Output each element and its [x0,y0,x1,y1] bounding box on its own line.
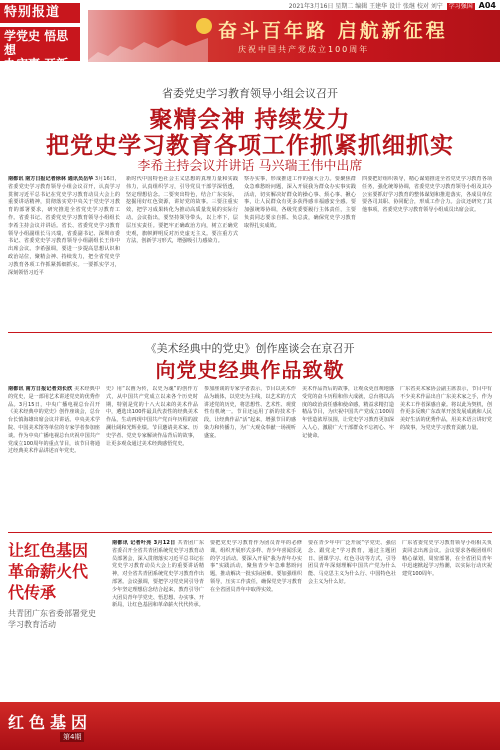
article3-byline: 南都讯 记者叶亮 3月12日 [112,540,176,546]
article1-headline-2[interactable]: 把党史学习教育各项工作抓紧抓细抓实 [46,133,454,159]
article1-kicker: 省委党史学习教育领导小组会议召开 [162,87,338,100]
banner-slogan: 奋斗百年路 启航新征程 [218,20,448,42]
article2-headline[interactable]: 向党史经典作品致敬 [155,358,345,382]
article2-col1-text: 美术经典中的党史，是一部用艺术讲述党史的优秀作品。3月15日，中央广播电视总台召开《美术经典中的党史》创作座谈会，总台台长慎海雄出席会议并讲话。中央美术学院、中国美术馆等单位的专家学者参加座谈。作为中央广播电视总台庆祝中国共产党成立100周年的重点节目，该节目将通过经典美术作品讲述百年党史。 [8,386,100,455]
footer-issue: 第4期 [60,732,84,742]
article3-column-2: 要把党史学习教育作为团员青年的必修课，组织开展形式多样、青少年喜闻乐见的学习活动。要深入开展“我为青年办实事”实践活动，聚焦青少年急难愁盼问题，推动解决一批实际困难。要加强组织领导，压实工作责任，确保党史学习教育在全省团员青年中取得实效。 [210,540,302,593]
section-divider [8,332,492,333]
page-number: A04 [478,1,496,10]
great-wall-icon [88,32,208,62]
section-title: 特别报道 [0,3,80,23]
article2-column-5: 广东省美术家协会副主席表示，节目中有不少美术作品出自广东美术家之手，作为美术工作者深感自豪。将以此为契机，创作更多反映广东改革开放发展成就和人民美好生活的优秀作品，用美术语言讲好党的故事，为党史学习教育贡献力量。 [400,386,492,431]
slogan-line-2: 办实事 开新局 [4,57,69,85]
article1-column-1 [8,176,120,326]
footer-title: 红色基因 [8,713,93,732]
article1-headline-1[interactable]: 聚精会神 持续发力 [149,107,351,133]
article2-byline: 南都讯 南方日报记者刘长欣 [8,386,73,392]
date-line [250,1,496,10]
article1-byline: 南都讯 南方日报记者徐林 通讯员岳华 [8,176,94,182]
article2-column-2: 史》用“以画为传，以史为魂”的创作方式，从中国共产党成立以来各个历史时期，特别是党的十八大以来的美术作品中，遴选出100件最具代表性的经典美术作品，生动再现中国共产党百年历程的波澜壮阔和光辉业绩。节目邀请美术家、历史学者、党史专家解读作品背后的故事，让更多观众通过美术经典感悟党史。 [106,386,198,447]
banner-subtitle: 庆祝中国共产党成立100周年 [238,45,370,54]
article1-column-3: 察办实事，形成推进工作的强大合力。要聚焦群众急难愁盼问题，深入开展我为群众办实事实践活动，切实解决好群众的操心事、烦心事、揪心事，让人民群众有更多获得感幸福感安全感。要加强统筹协调，各级党委要履行主体责任，主要负责同志要亲自抓、负总责，确保党史学习教育取得扎实成效。 [244,176,356,229]
article1-col1-text: 3月16日，省委党史学习教育领导小组会议召开，认真学习贯彻习近平总书记在党史学习教育动员大会上的重要讲话精神，贯彻落实党中央关于党史学习教育的部署要求，研究推进全省党史学习教育工作。省委书记、省委党史学习教育领导小组组长李希主持会议并讲话。省长、省委党史学习教育领导小组副组长马兴瑞，省委副书记、深圳市委书记、省委党史学习教育领导小组副组长王伟中出席会议。李希强调，要进一步提高思想认识和政治站位，聚精会神、持续发力，把全省党史学习教育各项工作抓紧抓细抓实。一要抓实学习，深刻领悟习近平 [8,176,120,276]
section-divider-2 [8,532,492,533]
footer-banner [0,702,500,750]
article2-column-3: 参加座谈的专家学者表示，节目以美术作品为载体，以党史为主线，以艺术的方式讲述党的历史，将思想性、艺术性、观赏性有机统一。节目还运用了新的技术手段，让经典作品“活”起来，增强节目的感染力和传播力，为广大观众奉献一场视听盛宴。 [204,386,296,439]
slogan-line-1: 学党史 悟思想 [4,29,69,57]
article3-col1-text: 共青团广东省委召开全省共青团系统党史学习教育动员部署会，深入贯彻落实习近平总书记在党史学习教育动员大会上的重要讲话精神，对全省共青团系统党史学习教育作出部署。会议强调，要把学习党史同引导青少年坚定理想信念结合起来，教育引导广大团员青年学党史、悟思想、办实事、开新局，让红色基因和革命薪火代代传承。 [112,540,204,609]
article1-column-4: 四要把好组织领导，精心谋划推进全省党史学习教育各项任务，强化统筹协调，省委党史学习教育领导小组及其办公室要抓好学习教育的整体谋划和推进落实，各成员单位要各司其职、协同配合，形成工作合力。会议还研究了其他事项，省委党史学习教育领导小组成员出席会议。 [362,176,492,214]
article1-column-2: 新时代中国特色社会主义思想的真理力量和实践伟力，认真组织学习，引导党员干部学深悟透，坚定理想信念。二要突出特色，结合广东实际，挖掘用好红色资源，讲好党的故事。三要注重实效，把学习成果转化为推动高质量发展的实际行动。会议指出，要坚持领导带头，以上率下，层层压实责任。要把牢正确政治方向，树立正确党史观，旗帜鲜明反对历史虚无主义。要注重方式方法，创新学习形式，增强吸引力感染力。 [126,176,238,245]
article3-headline[interactable]: 让红色基因革命薪火代代传承 [8,541,89,602]
edition-badge: 学习强国 [448,3,473,10]
article2-column-4: 美术作品背后的故事，让观众更直观地感受党的奋斗历程和伟大成就，总台将以高度的政治责任感和使命感，精益求精打造精品节目，为庆祝中国共产党成立100周年营造浓厚氛围，让党史学习教育更加深入人心，激励广大干部群众不忘初心、牢记使命。 [302,386,394,439]
section-label-box [0,3,80,85]
party-emblem-icon [196,18,212,34]
article3-column-1 [112,540,204,696]
article2-kicker: 《美术经典中的党史》创作座谈会在京召开 [145,342,355,355]
article1-subtitle: 李希主持会议并讲话 马兴瑞王伟中出席 [137,159,363,174]
date-text: 2021年3月16日 星期二 编辑 王建华 设计 张继 校对 刘宁 [288,3,443,10]
article3-subtitle: 共青团广东省委部署党史学习教育活动 [8,609,96,629]
article3-column-4: 广东省委党史学习教育领导小组相关负责同志出席会议。会议要求各级团组织精心谋划，周密部署，在全省团员青年中迅速掀起学习热潮，以实际行动庆祝建党100周年。 [402,540,492,578]
article2-column-1 [8,386,100,526]
masthead [0,0,500,85]
section-slogan [0,27,80,85]
article3-column-3: 要在青少年中广泛开展“学党史、强信念、跟党走”学习教育，通过主题团日、团课学习、红色寻访等方式，引导团员青年深刻理解中国共产党为什么能、马克思主义为什么行、中国特色社会主义为什么好。 [308,540,396,585]
anniversary-banner [88,10,500,62]
